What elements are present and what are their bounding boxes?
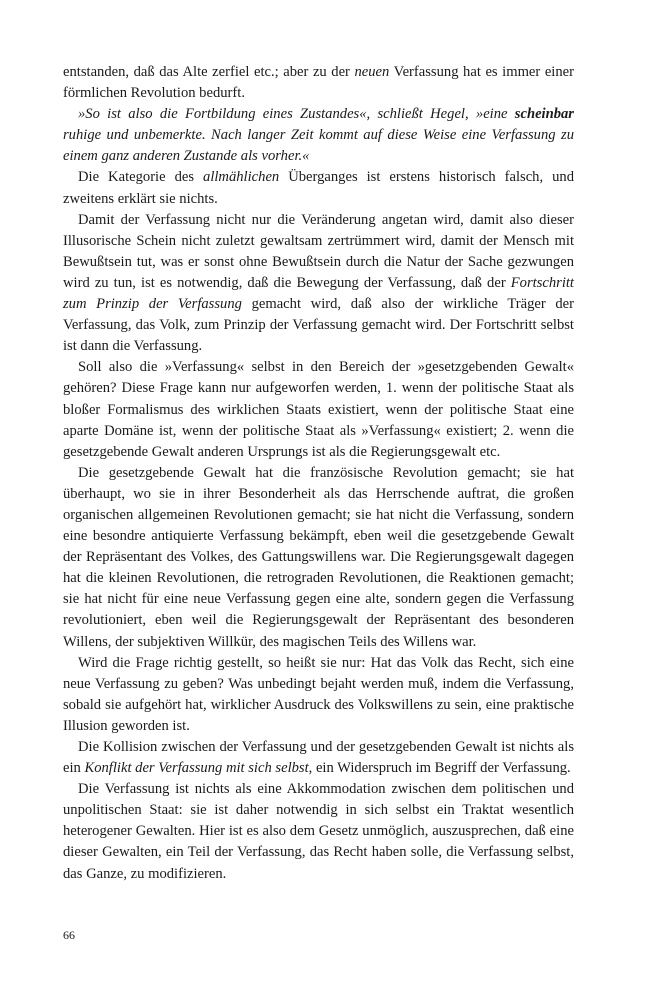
text-run: gemacht wird, daß also der wirkliche Träger der Verfassung, das Volk, zum Prinzip der Verfassung gemacht wird. Der Fortschritt selbst ist dann die Verfassung. bbox=[63, 296, 574, 355]
paragraph bbox=[63, 779, 574, 884]
page-number: 66 bbox=[63, 928, 75, 942]
text-run: Soll also die »Verfassung« selbst in den Bereich der »gesetzgebenden Gewalt« gehören? Diese Frage kann nur aufgeworfen werden, 1. wenn der politische Staat als bloßer Formalismus des wirklichen Staats existiert, wenn der politische Staat eine aparte Domäne ist, wenn der politische Staat als »Verfassung« existiert; 2. wenn die gesetzgebende Gewalt anderen Ursprungs ist als die Regierungsgewalt etc. bbox=[63, 359, 574, 460]
bold-italic-run: scheinbar bbox=[514, 106, 574, 123]
text-run: Verfassung hat es immer einer förmlichen Revolution bedurft. bbox=[63, 64, 574, 102]
italic-run: »So ist also die Fortbildung eines Zustandes«, schließt Hegel, »eine bbox=[78, 106, 515, 123]
italic-run: allmählichen bbox=[203, 169, 280, 186]
block-quote bbox=[63, 104, 574, 167]
text-run: Die Verfassung ist nichts als eine Akkommodation zwischen dem politischen und unpolitischen Staat: sie ist daher notwendig in sich selbst ein Traktat wesentlich heterogener Gewalten. Hier ist es also dem Gesetz unmöglich, auszusprechen, daß eine dieser Gewalten, ein Teil der Verfassung, das Recht haben solle, die Verfassung selbst, das Ganze, zu modifizieren. bbox=[63, 781, 574, 882]
body-text bbox=[63, 62, 574, 885]
paragraph bbox=[63, 737, 574, 779]
text-run: Die Kollision zwischen der Verfassung und der gesetzgebenden Gewalt ist nichts als ein bbox=[63, 739, 574, 777]
text-run: Wird die Frage richtig gestellt, so heißt sie nur: Hat das Volk das Recht, sich eine neue Verfassung zu geben? Was unbedingt bejaht werden muß, indem die Verfassung, sobald sie aufgehört hat, wirklicher Ausdruck des Volkswillens zu sein, eine praktische Illusion geworden ist. bbox=[63, 654, 574, 734]
italic-run: neuen bbox=[354, 64, 390, 80]
paragraph bbox=[63, 653, 574, 737]
text-run: Überganges ist erstens historisch falsch, und zweitens erklärt sie nichts. bbox=[63, 169, 574, 207]
italic-run: ruhige und unbemerkte. Nach langer Zeit kommt auf diese Weise eine Verfassung zu einem ganz anderen Zustande als vorher.« bbox=[63, 127, 574, 165]
paragraph bbox=[63, 210, 574, 358]
paragraph bbox=[63, 357, 574, 462]
text-run: Damit der Verfassung nicht nur die Veränderung angetan wird, damit also dieser Illusorische Schein nicht zuletzt gewaltsam zertrümmert wird, damit der Mensch mit Bewußtsein tut, was er sonst ohne Bewußtsein durch die Natur der Sache gezwungen wird zu tun, ist es notwendig, daß die Bewegung der Verfassung, daß der bbox=[63, 211, 574, 291]
text-run: Die gesetzgebende Gewalt hat die französische Revolution gemacht; sie hat überhaupt, wo sie in ihrer Besonderheit als das Herrschende auftrat, die großen organischen allgemeinen Revolutionen gemacht; sie hat nicht die Verfassung, sondern eine besondre antiquierte Verfassung bekämpft, eben weil die gesetzgebende Gewalt der Repräsentant des Volkes, des Gattungswillens war. Die Regierungsgewalt dagegen hat die kleinen Revolutionen, die retrograden Revolutionen, die Reaktionen gemacht; sie hat nicht für eine neue Verfassung gegen eine alte, sondern gegen die Verfassung revolutioniert, eben weil die Regierungsgewalt der Repräsentant des besonderen Willens, der subjektiven Willkür, des magischen Teils des Willens war. bbox=[63, 464, 574, 650]
paragraph bbox=[63, 62, 574, 104]
text-run: Die Kategorie des bbox=[78, 169, 204, 186]
paragraph bbox=[63, 167, 574, 209]
italic-run: Konflikt der Verfassung mit sich selbst bbox=[84, 760, 309, 777]
text-run: entstanden, daß das Alte zerfiel etc.; aber zu der bbox=[63, 64, 355, 80]
paragraph bbox=[63, 463, 574, 653]
text-run: , ein Widerspruch im Begriff der Verfassung. bbox=[308, 760, 571, 777]
italic-run: Fortschritt zum Prinzip der Verfassung bbox=[63, 274, 574, 313]
